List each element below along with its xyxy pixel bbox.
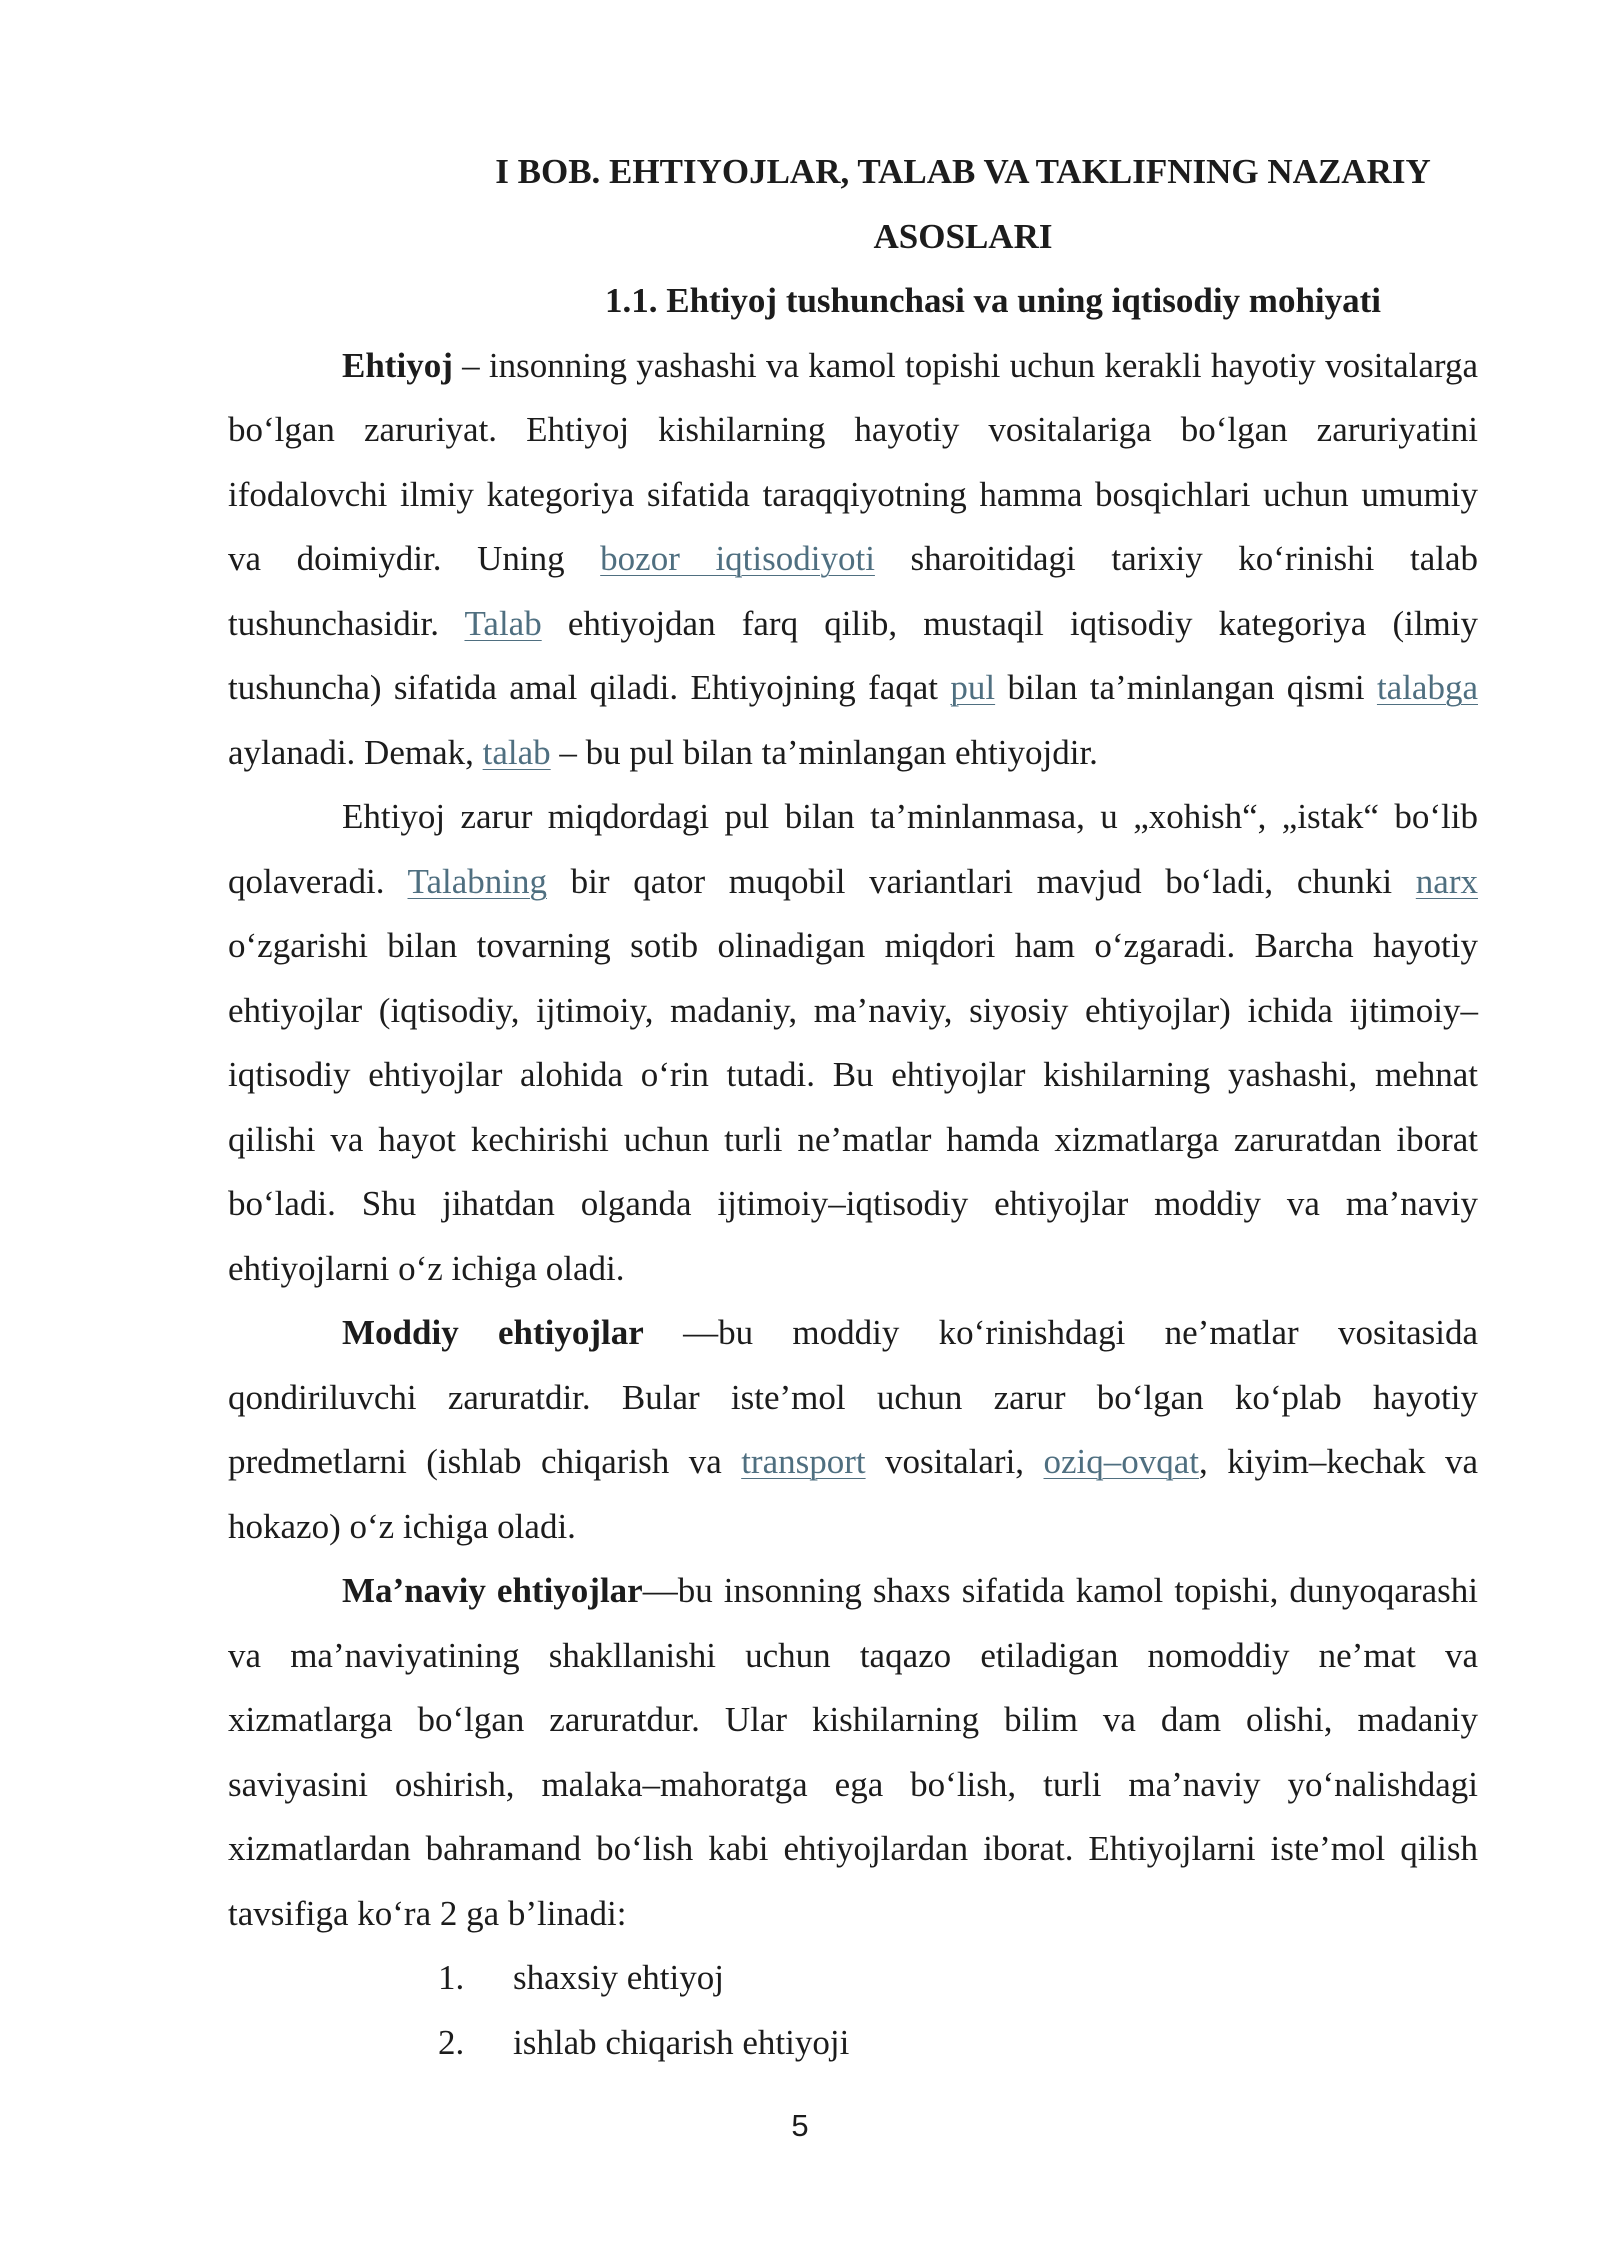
term-manaviy-ehtiyojlar: Ma’naviy ehtiyojlar	[342, 1571, 643, 1610]
text-run: bilan ta’minlangan qismi	[995, 668, 1377, 707]
text-run: o‘zgarishi bilan tovarning sotib olinadigan miqdori ham o‘zgaradi. Barcha hayotiy ehtiyojlar (iqtisodiy, ijtimoiy, madaniy, ma’naviy, siyosiy ehtiyojlar) ichida ijtimoiy–iqtisodiy ehtiyojlar alohida o‘rin tutadi. Bu ehtiyojlar kishilarning yashashi, mehnat qilishi va hayot kechirishi uchun turli ne’matlar hamda xizmatlarga zaruratdan iborat bo‘ladi. Shu jihatdan olganda ijtimoiy–iqtisodiy ehtiyojlar moddiy va ma’naviy ehtiyojlarni o‘z ichiga oladi.	[228, 926, 1478, 1288]
term-moddiy-ehtiyojlar: Moddiy ehtiyojlar	[342, 1313, 644, 1352]
page-number: 5	[791, 2108, 809, 2143]
link-talab-2[interactable]: talab	[482, 732, 551, 772]
text-run: – insonning yashashi va kamol topishi uchun kerakli hayotiy vositalarga bo‘lgan zaruriyat. Ehtiyoj kishilarning hayotiy vositalariga bo‘lgan zaruriyatini ifodalovchi ilmiy kategoriya sifatida taraqqiyotning hamma bosqichlari uchun umumiy va doimiydir. Uning	[228, 345, 1478, 578]
text-run: —bu insonning shaxs sifatida kamol topishi, dunyoqarashi va ma’naviyatining shakllanishi uchun taqazo etiladigan nomoddiy ne’mat va xizmatlarga bo‘lgan zaruratdur. Ular kishilarning bilim va dam olishi, madaniy saviyasini oshirish, malaka–mahoratga ega bo‘lish, turli ma’naviy yo‘nalishdagi xizmatlardan bahramand bo‘lish kabi ehtiyojlardan iborat. Ehtiyojlarni iste’mol qilish tavsifiga ko‘ra 2 ga b’linadi:	[228, 1571, 1478, 1933]
text-run: sharoitidagi tarixiy ko‘rinishi talab tushunchasidir.	[228, 539, 1478, 643]
link-pul[interactable]: pul	[950, 668, 996, 707]
link-talabga[interactable]: talabga	[1376, 668, 1478, 707]
paragraph-ehtiyoj	[228, 334, 1478, 786]
list-item-number: 2.	[438, 2022, 465, 2062]
link-transport[interactable]: transport	[741, 1442, 866, 1481]
paragraph-manaviy-ehtiyojlar	[228, 1559, 1478, 1946]
link-bozor-iqtisodiyoti[interactable]: bozor iqtisodiyoti	[600, 539, 875, 578]
list-item-text: ishlab chiqarish ehtiyoji	[513, 2022, 850, 2062]
section-title: 1.1. Ehtiyoj tushunchasi va uning iqtisodiy mohiyati	[604, 281, 1382, 320]
text-run: bir qator muqobil variantlari mavjud bo‘ladi, chunki	[546, 861, 1416, 901]
term-ehtiyoj: Ehtiyoj	[342, 345, 453, 385]
text-run: ehtiyojdan farq qilib, mustaqil iqtisodiy kategoriya (ilmiy tushuncha) sifatida amal qiladi. Ehtiyojning faqat	[228, 603, 1478, 707]
chapter-title-line2: ASOSLARI	[873, 216, 1053, 256]
text-run: , kiyim–kechak va hokazo) o‘z ichiga oladi.	[228, 1442, 1478, 1546]
list-item	[228, 1946, 1478, 2011]
text-run: aylanadi. Demak,	[228, 732, 483, 772]
chapter-title-line1: I BOB. EHTIYOJLAR, TALAB VA TAKLIFNING NAZARIY	[495, 152, 1431, 191]
paragraph-moddiy-ehtiyojlar	[228, 1301, 1478, 1559]
page-content	[228, 140, 1478, 2075]
paragraph-xohish	[228, 785, 1478, 1301]
link-talabning[interactable]: Talabning	[407, 861, 547, 901]
text-run: – bu pul bilan ta’minlangan ehtiyojdir.	[550, 732, 1098, 772]
text-run: vositalari,	[865, 1442, 1044, 1481]
link-oziq-ovqat[interactable]: oziq–ovqat	[1043, 1442, 1200, 1481]
list-item-number: 1.	[438, 1958, 465, 1997]
text-run: —bu moddiy ko‘rinishdagi ne’matlar vositasida qondiriluvchi zaruratdir. Bular iste’mol uchun zarur bo‘lgan ko‘plab hayotiy predmetlarni (ishlab chiqarish va	[228, 1313, 1479, 1481]
list-item	[228, 2011, 1478, 2076]
link-narx[interactable]: narx	[1415, 861, 1478, 901]
needs-list	[228, 1946, 1478, 2075]
link-talab[interactable]: Talab	[464, 603, 542, 643]
list-item-text: shaxsiy ehtiyoj	[513, 1958, 724, 1997]
text-run: Ehtiyoj zarur miqdordagi pul bilan ta’minlanmasa, u „xohish“, „istak“ bo‘lib qolaveradi.	[228, 797, 1478, 901]
